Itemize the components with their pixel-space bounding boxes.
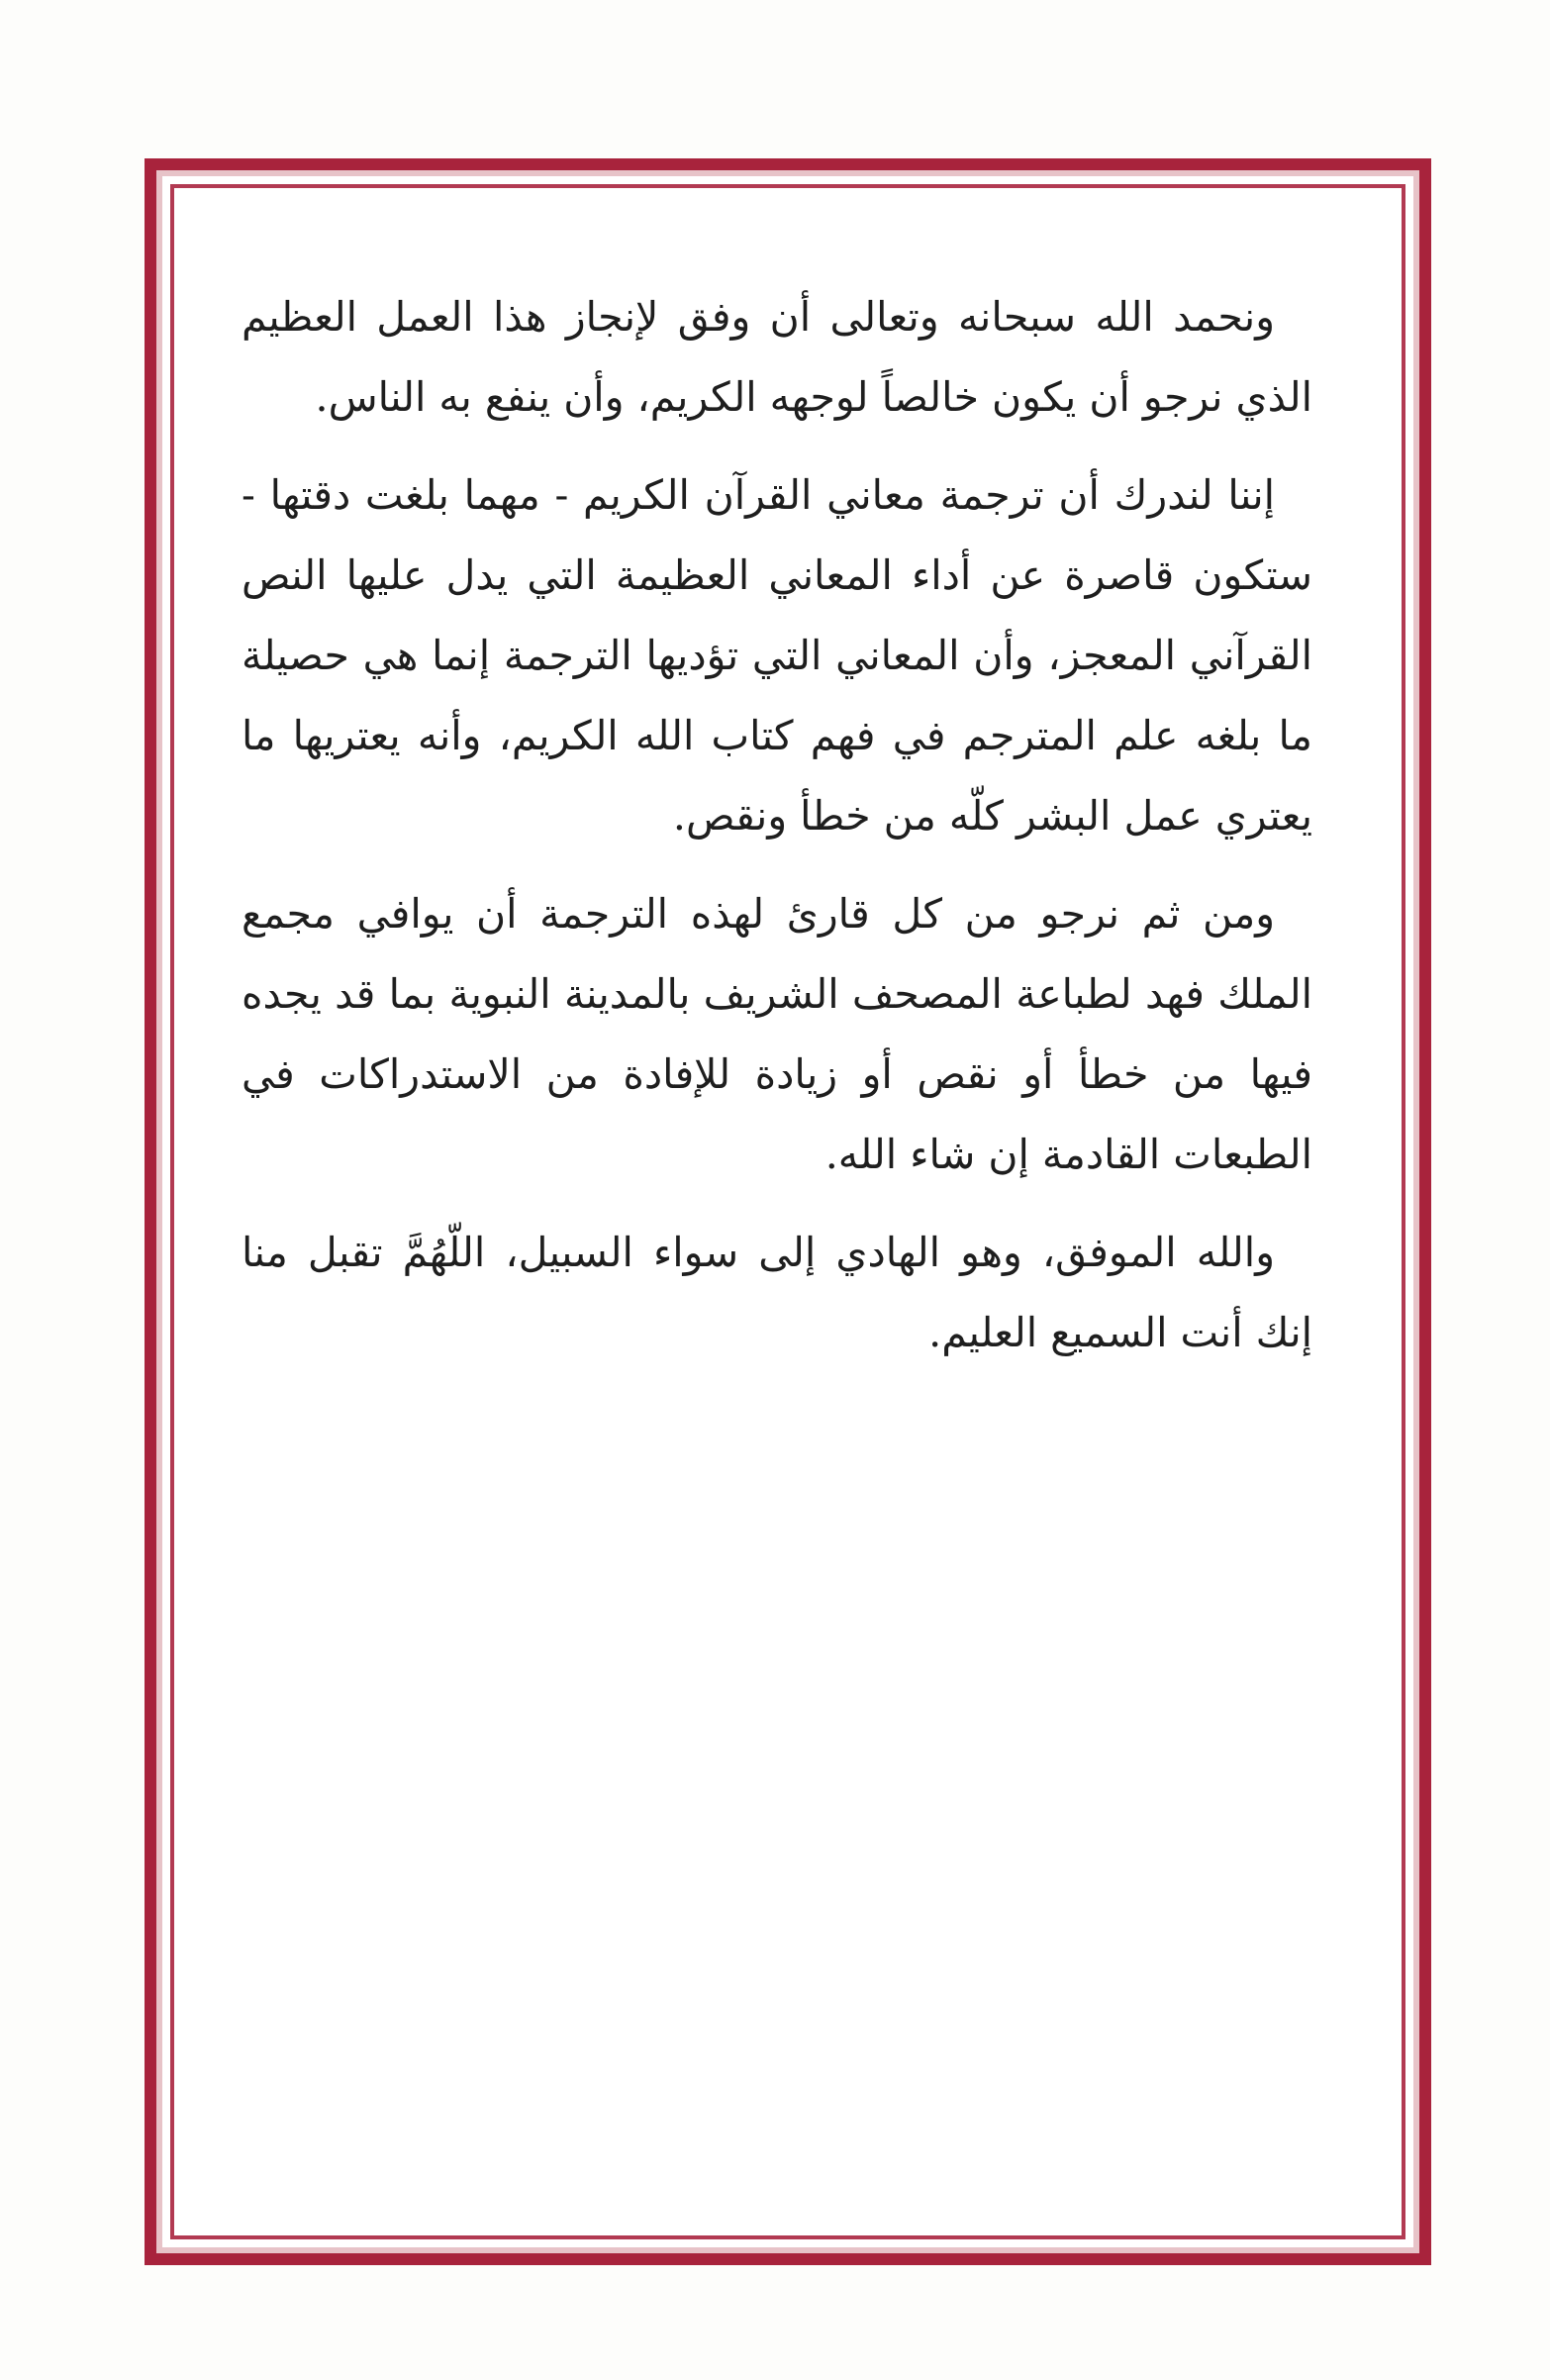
paragraph-4 — [242, 1213, 1312, 1373]
paragraph-4-rest: السميع العليم. — [928, 1309, 1168, 1356]
paragraph-1-first-line: ونحمد الله سبحانه وتعالى أن وفق لإنجاز هذا العمل العظيم الذي نرجو — [242, 293, 1312, 421]
paragraph-1-rest: أن يكون خالصاً لوجهه الكريم، وأن ينفع به الناس. — [315, 373, 1130, 421]
paragraph-2 — [242, 455, 1312, 856]
paragraph-3-first-line: ومن ثم نرجو من كل قارئ لهذه الترجمة أن يوافي مجمع الملك فهد — [242, 890, 1312, 1018]
page-body-text — [242, 277, 1312, 1391]
paragraph-3 — [242, 874, 1312, 1195]
paragraph-2-rest: ستكون قاصرة عن أداء المعاني العظيمة التي يدل عليها النص القرآني المعجز، وأن المعاني التي تؤديها الترجمة إنما هي حصيلة ما بلغه علم المترجم في فهم كتاب الله الكريم، وأنه يعتريها ما يعتري عمل البشر كلّه من خطأ ونقص. — [242, 551, 1312, 840]
paragraph-1 — [242, 277, 1312, 438]
paragraph-3-rest: لطباعة المصحف الشريف بالمدينة النبوية بما قد يجده فيها من خطأ أو نقص أو زيادة للإفادة من الاستدراكات في الطبعات القادمة إن شاء الله. — [242, 970, 1312, 1178]
paragraph-2-first-line: إننا لندرك أن ترجمة معاني القرآن الكريم - مهما بلغت دقتها - — [242, 471, 1275, 519]
paragraph-4-first-line: والله الموفق، وهو الهادي إلى سواء السبيل، اللّهُمَّ تقبل منا إنك أنت — [242, 1229, 1312, 1356]
